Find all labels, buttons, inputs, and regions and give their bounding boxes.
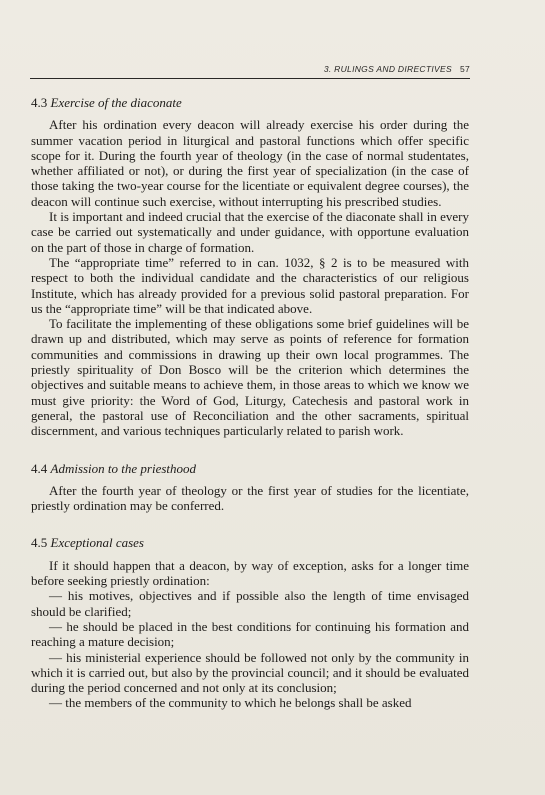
- spacer: [31, 476, 469, 483]
- list-item: — he should be placed in the best conditions for continuing his formation and reaching a mature decision;: [31, 618, 469, 650]
- spacer: [31, 439, 469, 461]
- section-heading: [31, 461, 469, 476]
- section-number: 4.3: [31, 95, 48, 110]
- list-item: — the members of the community to which he belongs shall be asked: [49, 695, 412, 711]
- paragraph: The “appropriate time” referred to in can. 1032, § 2 is to be measured with respect to both the individual candidate and the characteristics of our religious Institute, which has already provided for a previous solid pastoral preparation. For us the “appropriate time” will be that indicated above.: [31, 254, 469, 316]
- paragraph: To facilitate the implementing of these obligations some brief guidelines will be drawn up and distributed, which may serve as points of reference for formation communities and commissions in drawing up their own local programmes. The priestly spirituality of Don Bosco will be the criterion which determines the objectives and suitable means to achieve them, in those areas to which we know we must give priority: the Word of God, Liturgy, Catechesis and pastoral work in general, the pastoral use of Reconciliation and the other sacraments, spiritual discernment, and various techniques particularly related to parish work.: [31, 316, 469, 439]
- paragraph: After his ordination every deacon will already exercise his order during the summer vacation period in liturgical and pastoral functions which offer specific scope for it. During the fourth year of theology (in the case of normal studentates, whether affiliated or not), or during the first year of specialization (in the case of those taking the two-year course for the licentiate or equivalent degree courses), the deacon will continue such exercise, without interrupting his prescribed studies.: [31, 117, 469, 209]
- section-heading: [31, 95, 469, 110]
- header-rule: [30, 78, 470, 79]
- page-body: [31, 95, 469, 711]
- running-title: 3. RULINGS AND DIRECTIVES: [323, 64, 452, 74]
- section-exercise-of-diaconate: [31, 95, 469, 439]
- section-title: Admission to the priesthood: [50, 460, 197, 476]
- section-admission-to-priesthood: [31, 461, 469, 514]
- paragraph: If it should happen that a deacon, by way of exception, asks for a longer time before seeking priestly ordination:: [31, 557, 469, 589]
- section-title: Exceptional cases: [50, 535, 144, 551]
- section-number: 4.5: [31, 535, 48, 551]
- spacer: [31, 551, 469, 558]
- section-title: Exercise of the diaconate: [50, 95, 182, 110]
- paragraph: It is important and indeed crucial that the exercise of the diaconate shall in every case be carried out systematically and under guidance, with opportune evaluation on the part of those in charge of formation.: [31, 209, 469, 255]
- section-heading: [31, 535, 469, 550]
- section-exceptional-cases: [31, 535, 469, 710]
- spacer: [31, 513, 469, 535]
- paragraph: After the fourth year of theology or the first year of studies for the licentiate, priestly ordination may be conferred.: [31, 482, 469, 514]
- page-number: 57: [459, 64, 470, 74]
- section-number: 4.4: [31, 460, 48, 476]
- running-header: [30, 64, 470, 74]
- list-item: — his motives, objectives and if possible also the length of time envisaged should be clarified;: [31, 588, 469, 619]
- list-item: — his ministerial experience should be followed not only by the community in which it is carried out, but also by the provincial council; and it should be evaluated during the period concerned and not only at its conclusion;: [31, 649, 469, 696]
- spacer: [31, 110, 469, 117]
